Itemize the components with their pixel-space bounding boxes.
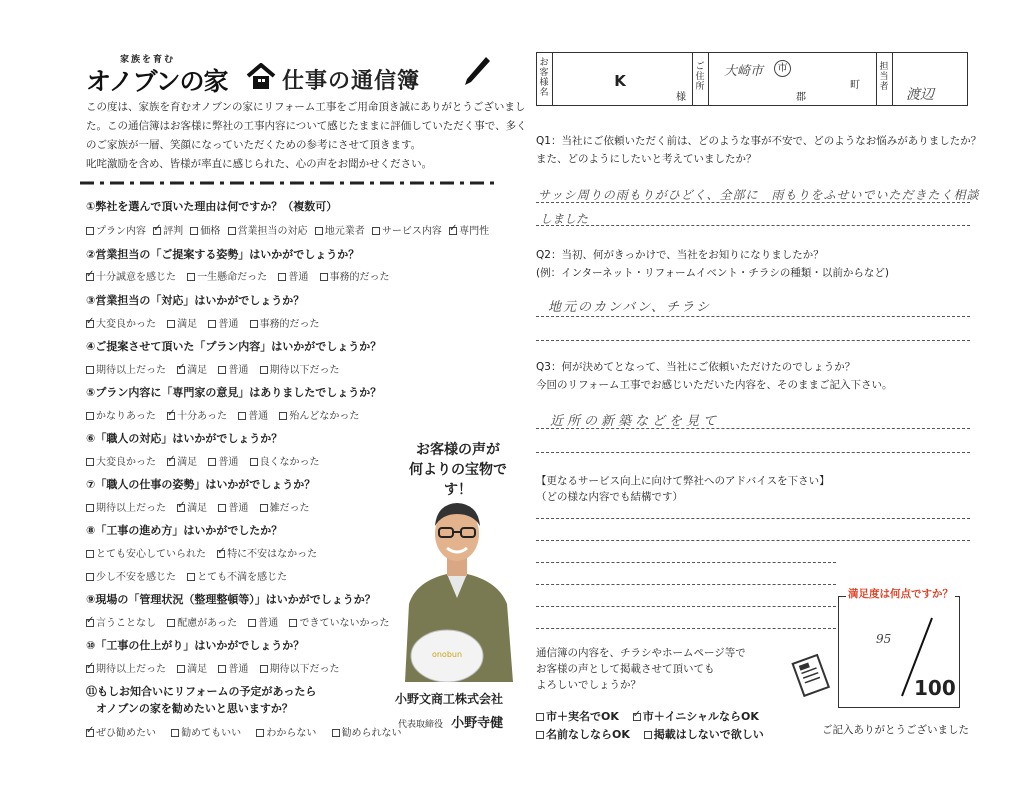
option-checkbox[interactable]: 普通 (248, 618, 278, 629)
q3-line1: Q3：何が決めてとなって、当社にご依頼いただけたのでしょうか？ (536, 361, 856, 373)
address-city[interactable]: 大崎市 (724, 64, 764, 79)
q1-line1: Q1：当社にご依頼いただく前は、どのような事が不安で、どのようなお悩みがありましたか？ (536, 135, 982, 147)
score-value[interactable]: 95 (876, 632, 892, 646)
speech-text: お客様の声が 何よりの宝物です！ (409, 442, 507, 498)
option-checkbox[interactable]: 勧められない (332, 728, 402, 739)
option-checkbox[interactable]: 配慮があった (167, 618, 237, 629)
consent-checkbox[interactable]: 市＋実名でOK (536, 710, 619, 723)
option-checkbox[interactable]: 満足 (177, 664, 207, 675)
staff-photo (395, 486, 520, 682)
staff-name[interactable]: 渡辺 (906, 87, 934, 103)
consent-checkbox[interactable]: 掲載はしないで欲しい (644, 728, 764, 741)
option-checkbox[interactable]: 普通 (218, 503, 248, 514)
q1-answer-line1[interactable]: サッシ周りの雨もりがひどく、全部に 雨もりをふせいでいただきたく相談 (538, 188, 980, 202)
option-checkbox[interactable]: 良くなかった (250, 457, 320, 468)
option-checkbox[interactable]: 普通 (208, 319, 238, 330)
address-gun: 郡 (796, 92, 806, 103)
answer-line (536, 540, 970, 541)
q1-line2: また、どのようにしたいと考えていましたか？ (536, 153, 757, 165)
option-checkbox[interactable]: 期待以下だった (260, 365, 340, 376)
option-checkbox[interactable]: できていないかった (289, 618, 389, 629)
customer-sama: 様 (676, 92, 686, 103)
option-checkbox[interactable]: 少し不安を感じた (86, 572, 176, 583)
consent-options-row2 (536, 726, 764, 742)
answer-line (536, 584, 836, 585)
q2-answer[interactable]: 地元のカンバン、チラシ (548, 300, 712, 315)
question-2: ②営業担当の「ご提案する姿勢」はいかがでしょうか？ (86, 248, 360, 261)
consent-line2: お客様の声として掲載させて頂いても (536, 663, 715, 675)
advice-line2: （どの様な内容でも結構です） (536, 491, 683, 503)
question-9: ⑨現場の「管理状況（整理整頓等）」はいかがでしょうか？ (86, 593, 376, 606)
question-8-options (86, 545, 317, 560)
option-checkbox[interactable]: とても不満を感じた (187, 572, 287, 583)
question-5: ⑤プラン内容に「専門家の意見」はありましたでしょうか？ (86, 386, 382, 399)
q3-line2: 今回のリフォーム工事でお感じいただいた内容を、そのままご記入下さい。 (536, 379, 893, 391)
option-checkbox[interactable]: とても安心していられた (86, 549, 206, 560)
staff-label: 担当者 (879, 62, 889, 92)
option-checkbox[interactable]: 勧めてもいい (171, 728, 241, 739)
question-10-options (86, 660, 340, 675)
question-11: ⑪もしお知合いにリフォームの予定があったら (86, 685, 317, 698)
option-checkbox[interactable]: ✓ 評判 (153, 226, 183, 237)
house-icon (246, 63, 276, 91)
consent-options-row1 (536, 708, 759, 724)
question-2-options (86, 268, 390, 283)
answer-line (536, 562, 836, 563)
option-checkbox[interactable]: 普通 (238, 411, 268, 422)
option-checkbox[interactable]: ✓言うことなし (86, 618, 156, 629)
option-checkbox[interactable]: 期待以下だった (260, 664, 340, 675)
option-checkbox[interactable]: ✓期待以上だった (86, 664, 166, 675)
brand-logo: オノブンの家 (86, 67, 228, 96)
company-name: 小野文商工株式会社 (395, 692, 504, 706)
thanks-text: ご記入ありがとうございました (822, 724, 969, 736)
option-checkbox[interactable]: ✓ 満足 (167, 457, 197, 468)
question-9-options (86, 614, 389, 629)
option-checkbox[interactable]: 大変良かった (86, 457, 156, 468)
option-checkbox[interactable]: ✓ぜひ勧めたい (86, 728, 156, 739)
option-checkbox[interactable]: ✓ 特に不安はなかった (217, 549, 317, 560)
option-checkbox[interactable]: ✓ 十分あった (167, 411, 227, 422)
answer-line (536, 225, 970, 226)
option-checkbox[interactable]: 雑だった (260, 503, 310, 514)
option-checkbox[interactable]: 普通 (278, 272, 308, 283)
consent-checkbox[interactable]: 名前なしならOK (536, 728, 630, 741)
option-checkbox[interactable]: 地元業者 (315, 226, 365, 237)
advice-line1: 【更なるサービス向上に向けて弊社へのアドバイスを下さい】 (536, 475, 830, 487)
company-rep: 代表取締役 小野寺健 (398, 716, 504, 731)
consent-line3: よろしいでしょうか？ (536, 679, 641, 691)
question-7: ⑦「職人の仕事の姿勢」はいかがでしょうか？ (86, 478, 316, 491)
option-checkbox[interactable]: ✓ 満足 (177, 365, 207, 376)
customer-name-label: お客様名 (539, 58, 549, 98)
answer-line (536, 428, 970, 429)
q3-answer[interactable]: 近所の新築などを見て (550, 414, 721, 429)
option-checkbox[interactable]: ✓大変良かった (86, 319, 156, 330)
option-checkbox[interactable]: 一生懸命だった (187, 272, 267, 283)
question-4: ④ご提案させて頂いた「プラン内容」はいかがでしょうか？ (86, 340, 382, 353)
svg-text:onobun: onobun (431, 650, 463, 659)
question-8-options-row2 (86, 568, 287, 583)
decorative-divider (80, 176, 500, 190)
question-6-options (86, 453, 320, 468)
option-checkbox[interactable]: 期待以上だった (86, 503, 166, 514)
address-machi: 町 (850, 80, 860, 91)
option-checkbox[interactable]: 殆んどなかった (279, 411, 359, 422)
option-checkbox[interactable]: ✓ 専門性 (449, 226, 489, 237)
question-8: ⑧「工事の進め方」はいかがでしたか？ (86, 524, 283, 537)
option-checkbox[interactable]: わからない (256, 728, 316, 739)
q2-line2: (例：インターネット・リフォームイベント・チラシの種類・以前からなど) (536, 267, 890, 279)
question-1: ①弊社を選んで頂いた理由は何ですか？（複数可） (86, 200, 338, 213)
question-7-options (86, 499, 310, 514)
consent-line1: 通信簿の内容を、チラシやホームページ等で (536, 647, 746, 659)
question-1-options (86, 222, 489, 237)
option-checkbox[interactable]: 期待以上だった (86, 365, 166, 376)
option-checkbox[interactable]: 事務的だった (320, 272, 390, 283)
consent-checkbox[interactable]: ✓ 市＋イニシャルならOK (633, 710, 759, 723)
q2-line1: Q2：当初、何がきっかけで、当社をお知りになりましたか？ (536, 249, 824, 261)
question-4-options (86, 361, 340, 376)
intro-text: この度は、家族を育むオノブンの家にリフォーム工事をご用命頂き誠にありがとうございまし た。この通信簿はお客様に弊社の工事内容について感じたままに評価していただく事で、多く のご家族が一層、笑顔になっていただくための参考にさせて頂きます。 叱咤激励を含め、皆様が率直に感じられた、心の声をお聞かせください。 (86, 101, 527, 170)
option-checkbox[interactable]: 普通 (218, 664, 248, 675)
question-11-line2: オノブンの家を勧めたいと思いますか？ (96, 702, 293, 715)
option-checkbox[interactable]: サービス内容 (372, 226, 442, 237)
question-3: ③営業担当の「対応」はいかがでしょうか？ (86, 294, 305, 307)
option-checkbox[interactable]: ✓ 満足 (177, 503, 207, 514)
question-5-options (86, 407, 359, 422)
option-checkbox[interactable]: 普通 (218, 365, 248, 376)
pencil-icon (462, 54, 492, 88)
answer-line (536, 606, 836, 607)
customer-name[interactable]: K (614, 72, 626, 90)
answer-line (536, 518, 970, 519)
answer-line (536, 452, 970, 453)
answer-line (536, 340, 970, 341)
address-label: ご住所 (695, 62, 705, 92)
option-checkbox[interactable]: かなりあった (86, 411, 156, 422)
question-11-options (86, 724, 402, 739)
score-max: 100 (914, 676, 956, 700)
brand-tagline: 家族を育む (120, 55, 176, 65)
address-shi: 市 (774, 60, 791, 77)
answer-line (536, 316, 970, 317)
option-checkbox[interactable]: ✓十分誠意を感じた (86, 272, 176, 283)
question-3-options (86, 315, 320, 330)
answer-line (536, 628, 836, 629)
option-checkbox[interactable]: プラン内容 (86, 226, 146, 237)
q1-answer-line2[interactable]: しました (540, 212, 589, 226)
option-checkbox[interactable]: 営業担当の対応 (228, 226, 308, 237)
option-checkbox[interactable]: 満足 (167, 319, 197, 330)
page-title: 仕事の通信簿 (282, 69, 421, 94)
option-checkbox[interactable]: 価格 (190, 226, 220, 237)
book-icon (788, 652, 836, 700)
option-checkbox[interactable]: 事務的だった (250, 319, 320, 330)
answer-line (536, 202, 970, 203)
score-title: 満足度は何点ですか？ (848, 588, 953, 600)
question-6: ⑥「職人の対応」はいかがでしょうか？ (86, 432, 283, 445)
question-10: ⑩「工事の仕上がり」はいかがでしょうか？ (86, 639, 305, 652)
option-checkbox[interactable]: 普通 (208, 457, 238, 468)
